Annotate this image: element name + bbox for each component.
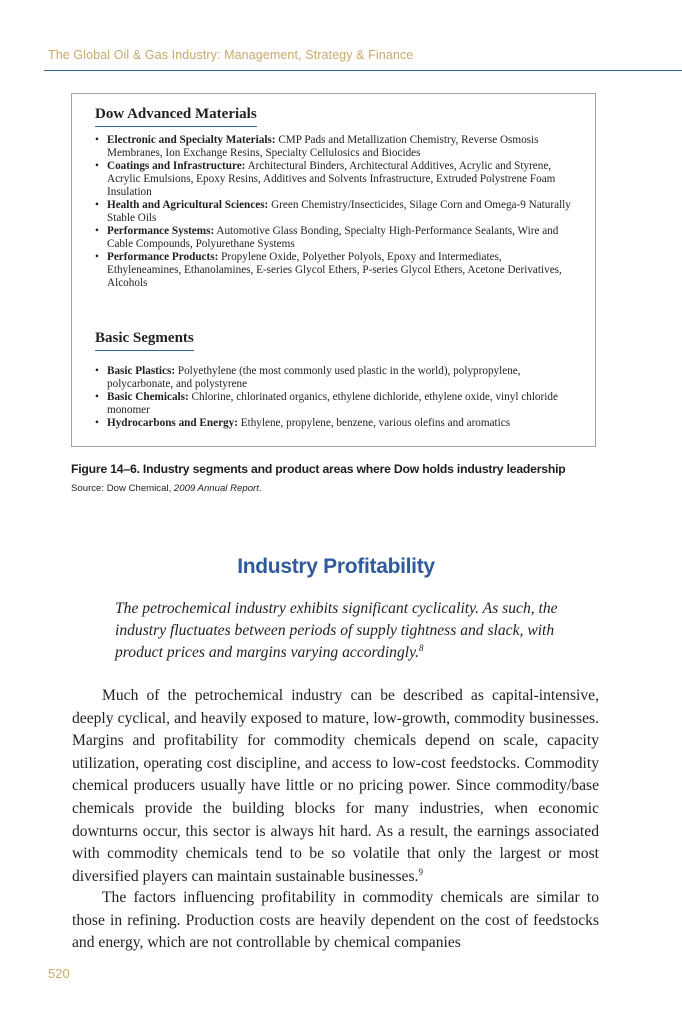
list-item <box>95 417 573 430</box>
list-item <box>95 199 573 225</box>
epigraph-text: The petrochemical industry exhibits significant cyclicality. As such, the industry fluctuates between periods of supply tightness and slack, with product prices and margins varying accordingly. <box>115 600 558 661</box>
paragraph-text: The factors influencing profitability in commodity chemicals are similar to those in refining. Production costs are heavily dependent on the cost of feedstocks and energy, which are not controllable by chemical companies <box>72 889 599 952</box>
item-label: Coatings and Infrastructure: <box>107 160 246 173</box>
list-item <box>95 251 573 289</box>
item-text: CMP Pads and Metallization Chemistry, Reverse Osmosis Membranes, Ion Exchange Resins, Specialty Cellulosics and Biocides <box>107 134 539 159</box>
body-paragraph-1 <box>72 685 599 888</box>
source-suffix: . <box>258 483 262 494</box>
header-rule <box>44 70 682 71</box>
footnote-ref: 9 <box>418 866 423 877</box>
body-paragraph-2 <box>72 887 599 955</box>
item-label: Health and Agricultural Sciences: <box>107 198 269 211</box>
source-title: 2009 Annual Report <box>173 483 259 494</box>
item-text: Green Chemistry/Insecticides, Silage Corn and Omega-9 Naturally Stable Oils <box>107 198 571 224</box>
figure-source <box>71 483 262 494</box>
epigraph <box>115 598 585 664</box>
item-label: Performance Products: <box>107 251 219 264</box>
advanced-materials-list <box>95 134 573 290</box>
section-heading: Industry Profitability <box>237 555 435 578</box>
paragraph-text: Much of the petrochemical industry can be described as capital-intensive, deeply cyclical, and heavily exposed to mature, low-growth, commodity businesses. Margins and profitability for commodity chemicals depend on scale, capacity utilization, operating cost discipline, and access to low-cost feedstocks. Commodity chemical producers usually have little or no pricing power. Since commodity/base chemicals provide the building blocks for many industries, when economic downturns occur, this sector is always hit hard. As a result, the earnings associated with commodity chemicals tend to be so volatile that only the largest or most diversified players can maintain sustainable businesses. <box>72 687 599 885</box>
figure-caption: Figure 14–6. Industry segments and product areas where Dow holds industry leadership <box>71 462 566 476</box>
item-text: Architectural Binders, Architectural Additives, Acrylic and Styrene, Acrylic Emulsions, Epoxy Resins, Additives and Solvents Infrastructure, Extruded Polystrene Foam Insulation <box>107 160 556 198</box>
item-label: Hydrocarbons and Energy: <box>107 417 238 430</box>
list-item <box>95 225 573 251</box>
footnote-ref: 8 <box>419 642 424 653</box>
item-label: Basic Chemicals: <box>107 391 189 404</box>
list-item <box>95 160 573 198</box>
basic-segments-list <box>95 365 573 430</box>
item-label: Electronic and Specialty Materials: <box>107 134 276 146</box>
advanced-materials-title: Dow Advanced Materials <box>95 106 257 127</box>
page-number: 520 <box>48 966 70 981</box>
item-text: Propylene Oxide, Polyether Polyols, Epoxy and Intermediates, Ethyleneamines, Ethanolamines, E-series Glycol Ethers, P-series Glycol Ethers, Acetone Derivatives, Alcohols <box>107 251 562 289</box>
list-item <box>95 391 573 417</box>
item-text: Automotive Glass Bonding, Specialty High-Performance Sealants, Wire and Cable Compounds, Polyurethane Systems <box>107 225 559 250</box>
list-item <box>95 365 573 391</box>
item-label: Basic Plastics: <box>107 365 176 377</box>
item-label: Performance Systems: <box>107 225 215 238</box>
running-head: The Global Oil & Gas Industry: Management, Strategy & Finance <box>48 48 414 62</box>
item-text: Ethylene, propylene, benzene, various olefins and aromatics <box>240 417 511 430</box>
source-prefix: Source: Dow Chemical, <box>71 483 174 494</box>
item-text: Chlorine, chlorinated organics, ethylene dichloride, ethylene oxide, vinyl chloride monomer <box>107 391 558 416</box>
list-item <box>95 134 573 160</box>
figure-box <box>71 93 596 447</box>
basic-segments-title: Basic Segments <box>95 330 194 351</box>
item-text: Polyethylene (the most commonly used plastic in the world), polypropylene, polycarbonate, and polystyrene <box>107 365 521 390</box>
